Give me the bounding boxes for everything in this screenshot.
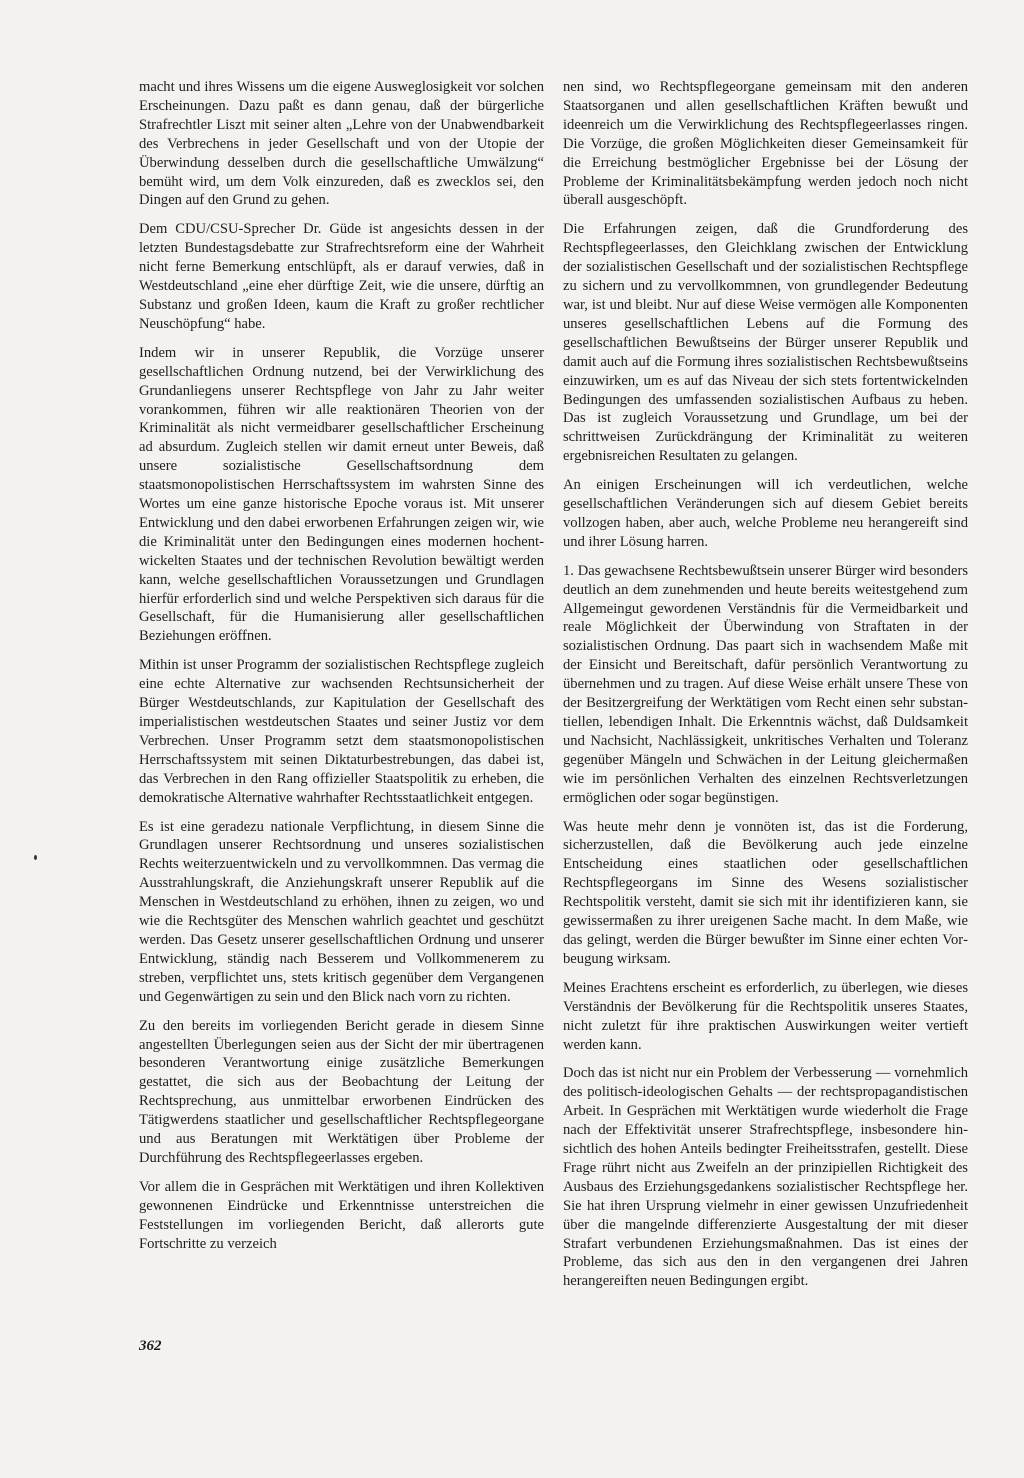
paragraph: Meines Erachtens erscheint es erforderlich, zu überlegen, wie dieses Verständnis der Bevölkerung für die Rechtspolitik unseres Staates, nicht zuletzt für ihre praktischen Auswirkungen weiter vertieft werden kann.: [563, 979, 968, 1053]
paragraph: Es ist eine geradezu nationale Verpflichtung, in diesem Sinne die Grundlagen unserer Rechtsordnung und unseres sozialistischen Rechts weiterzuentwickeln und zu vervollkommnen. Das vermag die Ausstrahlungskraft, die Anziehungskraft unserer Republik auf die Menschen in Westdeutschland zu erhöhen, ihnen zu zeigen, wo und wie die Rechtsgüter des Menschen wahrlich geachtet und geschützt werden. Das Gesetz unserer gesellschaftlichen Ordnung und unserer Entwicklung, ständig nach Besserem und Vollkommenerem zu streben, verpflichtet uns, stets kritisch gegenüber dem Vergangenen und Gegenwärtigen zu sein und den Blick nach vorn zu richten.: [139, 818, 544, 1005]
paragraph: Indem wir in unserer Republik, die Vorzüge unserer gesellschaftlichen Ordnung nutzend, bei der Verwirklichung des Grundanliegens unserer Rechtspflege von Jahr zu Jahr weiter vorankommen, führen wir alle reaktionären Theorien von der Kriminalität als nicht vermeidbarer gesellschaftlicher Erscheinung ad absurdum. Zugleich stellen wir damit erneut unter Beweis, daß unsere sozialistische Gesellschaftsordnung dem staatsmonopolistischen Herrschaftssystem im wahrsten Sinne des Wortes um eine ganze historische Epoche voraus ist. Mit unserer Entwicklung und den dabei erworbenen Erfahrungen zeigen wir, wie die Kriminalität unter den Bedingungen eines modernen hochentwickelten Staates und der technischen Revolution bewältigt werden kann, welche gesellschaftlichen Voraussetzungen und Grundlagen hierfür erforderlich sind und welche Perspektiven sich daraus für die Gesellschaft, für die Humanisierung aller gesellschaftlichen Beziehungen eröffnen.: [139, 344, 544, 645]
paragraph: Vor allem die in Gesprächen mit Werktätigen und ihren Kollektiven gewonnenen Eindrücke und Erkenntnisse unterstreichen die Feststellungen im vorliegenden Bericht, daß allerorts gute Fortschritte zu verzeich: [139, 1178, 544, 1252]
paragraph: Zu den bereits im vorliegenden Bericht gerade in diesem Sinne angestellten Überlegungen seien aus der Sicht der mir übertragenen besonderen Verantwortung einige zusätzliche Bemerkungen gestattet, die sich aus der Beobachtung der Leitung der Rechtsprechung, aus unmittelbar erworbenen Eindrücken des Tätigwerdens staatlicher und gesellschaftlicher Rechtspflegeorgane und aus Beratungen mit Werktätigen über Probleme der Durchführung des Rechtspflegeerlasses ergeben.: [139, 1017, 544, 1166]
paragraph: Mithin ist unser Programm der sozialistischen Rechtspflege zugleich eine echte Alternative zur wachsenden Rechtsunsicherheit der Bürger Westdeutschlands, zur Kapitulation der Gesellschaft des imperialistischen westdeutschen Staates und seiner Justiz vor dem Verbrechen. Unser Programm setzt dem staatsmonopolistischen Herrschaftssystem mit seinen Diktaturbestrebungen, das dabei ist, das Verbrechen in den Rang offizieller Staatspolitik zu erheben, die demokratische Alternative wahrhafter Rechtsstaatlichkeit entgegen.: [139, 657, 544, 806]
paragraph: Dem CDU/CSU-Sprecher Dr. Güde ist angesichts dessen in der letzten Bundestagsdebatte zur Strafrechtsreform eine der Wahrheit nicht ferne Bemerkung entschlüpft, als er darauf verwies, daß in Westdeutschland „eine eher dürftige Zeit, wie die unsere, dürftig an Substanz und großen Ideen, kaum die Kraft zu großer rechtlicher Neuschöpfung“ habe.: [139, 221, 544, 332]
paragraph: 1. Das gewachsene Rechtsbewußtsein unserer Bürger wird besonders deutlich an dem zunehmenden und heute bereits weitestgehend zum Allgemeingut gewordenen Verständnis für die Vermeidbarkeit und reale Möglichkeit der Überwindung von Straftaten in der sozialistischen Ordnung. Das paart sich in wachsendem Maße mit der Einsicht und Bereitschaft, dafür persönlich Verantwortung zu übernehmen und zu tragen. Auf diese Weise erhält unsere These von der Besitzergreifung der Werktätigen vom Recht einen sehr substantiellen, lebendigen Inhalt. Die Erkenntnis wächst, daß Duldsamkeit und Nachsicht, Nachlässigkeit, unkritisches Verhalten und Toleranz gegenüber Mängeln und Schwächen in der Leitung gleichermaßen wie im persönlichen Verhalten des einzelnen Rechtsverletzungen ermöglichen oder sogar begünstigen.: [563, 562, 968, 806]
page-number: 362: [139, 1338, 162, 1354]
paragraph: nen sind, wo Rechtspflegeorgane gemeinsam mit den anderen Staatsorganen und allen gesellschaftlichen Kräften bewußt und ideenreich um die Verwirklichung des Rechtspflegeerlasses ringen. Die Vorzüge, die großen Möglichkeiten dieser Gemeinsamkeit für die Erreichung bestmöglicher Ergebnisse bei der Lösung der Probleme der Kriminalitätsbekämpfung werden jedoch noch nicht überall ausgeschöpft.: [563, 79, 968, 209]
paragraph: Was heute mehr denn je vonnöten ist, das ist die Forderung, sicherzustellen, daß die Bevölkerung auch jede einzelne Entscheidung eines staatlichen oder gesellschaftlichen Rechtspflegeorgans im Sinne des Wesens sozialistischer Rechtspolitik versteht, damit sie sich mit ihr identifizieren kann, sie gewissermaßen zu ihrer ureigenen Sache macht. In dem Maße, wie das gelingt, werden die Bürger bewußter im Sinne einer echten Vorbeugung wirksam.: [563, 818, 968, 967]
paragraph: Die Erfahrungen zeigen, daß die Grundforderung des Rechtspflegeerlasses, den Gleichklang zwischen der Entwicklung der sozialistischen Gesellschaft und der sozialistischen Rechtspflege zu sichern und zu vervollkommnen, von grundlegender Bedeutung war, ist und bleibt. Nur auf diese Weise vermögen alle Komponenten unseres gesellschaftlichen Lebens auf die Formung des gesellschaftlichen Bewußtseins der Bürger unserer Republik und damit auch auf die Formung ihres sozialistischen Rechtsbewußtseins einzuwirken, um es auf das Niveau der sich stets fortentwickelnden Bedingungen des umfassenden sozialistischen Aufbaus zu heben. Das ist zugleich Voraussetzung und Grundlage, um bei der schrittweisen Zurückdrängung der Kriminalität zu weiteren ergebnisreichen Resultaten zu gelangen.: [563, 221, 968, 465]
paragraph: macht und ihres Wissens um die eigene Ausweglosigkeit vor solchen Erscheinungen. Dazu paßt es dann genau, daß der bürgerliche Strafrechtler Liszt mit seiner alten „Lehre von der Unabwendbarkeit des Verbrechens in jeder Gesellschaft und von der Utopie der Überwindung desselben durch die gesellschaftliche Umwälzung“ bemüht wird, um dem Volk einzureden, daß es zwecklos sei, den Dingen auf den Grund zu gehen.: [139, 79, 544, 209]
text-column-left: [139, 78, 544, 1263]
text-column-right: [563, 78, 968, 1301]
paragraph: Doch das ist nicht nur ein Problem der Verbesserung — vornehmlich des politisch-ideologischen Gehalts — der rechtspropagandistischen Arbeit. In Gesprächen mit Werktätigen wurde wiederholt die Frage nach der Effektivität unserer Strafrechtspflege, insbesondere hinsichtlich des hohen Anteils bedingter Freiheitsstrafen, gestellt. Diese Frage rührt nicht aus Zweifeln an der prinzipiellen Richtigkeit des Ausbaus des Erziehungsgedankens sozialistischer Rechtspflege her. Sie hat ihren Ursprung vielmehr in einer gewissen Unzufriedenheit über die mangelnde differenzierte Ausgestaltung der mit dieser Strafart verbundenen Erziehungsmaßnahmen. Das ist eines der Probleme, das sich aus den in den vergangenen drei Jahren herangereiften neuen Bedingungen ergibt.: [563, 1065, 968, 1290]
paragraph: An einigen Erscheinungen will ich verdeutlichen, welche gesellschaftlichen Veränderungen sich auf diesem Gebiet bereits vollzogen haben, aber auch, welche Probleme neu herangereift sind und ihrer Lösung harren.: [563, 477, 968, 550]
scan-speck: [34, 855, 37, 860]
